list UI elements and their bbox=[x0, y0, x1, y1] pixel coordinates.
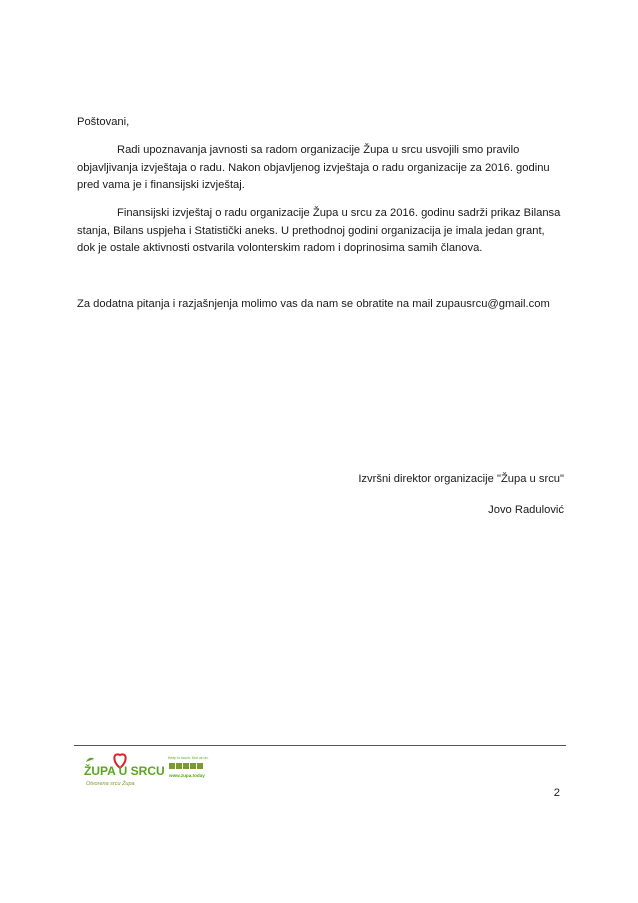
signature-name: Jovo Radulović bbox=[488, 504, 564, 516]
signature-title: Izvršni direktor organizacije "Župa u srcu" bbox=[358, 473, 564, 485]
email-icon bbox=[197, 763, 203, 769]
facebook-icon bbox=[190, 763, 196, 769]
paragraph-intro: Radi upoznavanja javnosti sa radom organizacije Župa u srcu usvojili smo pravilo objavljivanja izvještaja o radu. Nakon objavljenog izvještaja o radu organizacije za 2016. godinu pred vama je i finansijski izvještaj. bbox=[77, 144, 550, 191]
page-number: 2 bbox=[553, 787, 560, 799]
zupa-u-srcu-logo bbox=[80, 748, 232, 792]
leaf-icon bbox=[86, 758, 94, 762]
logo-tagline-text: Otvorena srcu Župa bbox=[86, 781, 135, 787]
logo-social-heading: Keep in touch, find us on: bbox=[168, 756, 209, 760]
footer-divider bbox=[74, 745, 566, 746]
contact-line: Za dodatna pitanja i razjašnjenja molimo vas da nam se obratite na mail zupausrcu@gmail.com bbox=[77, 298, 550, 310]
instagram-icon bbox=[183, 763, 189, 769]
paragraph-financial: Finansijski izvještaj o radu organizacije Župa u srcu za 2016. godinu sadrži prikaz Bilansa stanja, Bilans uspjeha i Statistički aneks. U prethodnoj godini organizacija je imala jedan grant, dok je ostale aktivnosti ostvarila volonterskim radom i doprinosima samih članova. bbox=[77, 207, 561, 254]
greeting: Poštovani, bbox=[77, 116, 130, 128]
logo-url-text: www.zupa.today bbox=[169, 773, 205, 778]
footer-logo bbox=[80, 748, 232, 792]
logo-brand-text: ŽUPA U SRCU bbox=[84, 764, 165, 778]
youtube-icon bbox=[176, 763, 182, 769]
twitter-icon bbox=[169, 763, 175, 769]
